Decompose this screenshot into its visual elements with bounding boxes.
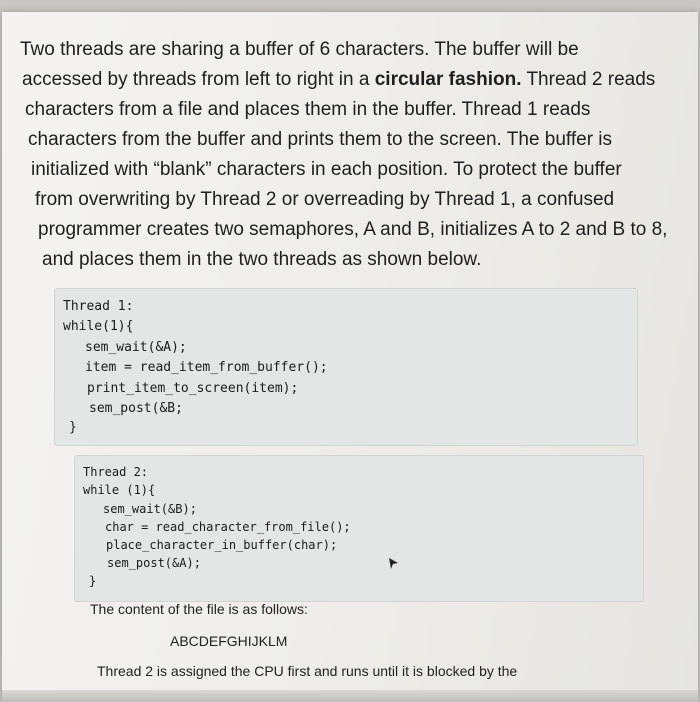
document-page bbox=[2, 12, 698, 702]
problem-line-2-start: accessed by threads from left to right in a bbox=[22, 69, 375, 90]
problem-line-5: initialized with “blank” characters in each position. To protect the buffer bbox=[31, 159, 622, 180]
problem-line-6: from overwriting by Thread 2 or overreading by Thread 1, a confused bbox=[35, 189, 615, 210]
problem-line-1: Two threads are sharing a buffer of 6 characters. The buffer will be bbox=[20, 39, 579, 60]
thread1-loop: while(1){ bbox=[63, 319, 134, 334]
thread2-sem-post: sem_post(&A); bbox=[107, 556, 201, 570]
problem-line-4: characters from the buffer and prints them to the screen. The buffer is bbox=[28, 129, 613, 150]
problem-line-3: characters from a file and places them in the buffer. Thread 1 reads bbox=[25, 99, 591, 120]
file-content-value: ABCDEFGHIJKLM bbox=[170, 633, 288, 649]
thread1-code-block bbox=[54, 288, 638, 446]
thread1-sem-wait: sem_wait(&A); bbox=[85, 340, 187, 355]
thread1-sem-post: sem_post(&B; bbox=[89, 401, 183, 416]
problem-line-2 bbox=[22, 68, 655, 92]
thread1-print-item: print_item_to_screen(item); bbox=[87, 381, 299, 396]
problem-line-8: and places them in the two threads as shown below. bbox=[42, 249, 482, 270]
thread1-close-brace: } bbox=[69, 420, 77, 435]
thread2-close-brace: } bbox=[89, 574, 97, 588]
problem-line-7: programmer creates two semaphores, A and B, initializes A to 2 and B to 8, bbox=[38, 219, 668, 240]
thread1-read-item: item = read_item_from_buffer(); bbox=[85, 360, 328, 375]
thread2-place-char: place_character_in_buffer(char); bbox=[106, 538, 338, 552]
thread2-read-char: char = read_character_from_file(); bbox=[105, 520, 351, 534]
thread2-loop: while (1){ bbox=[83, 483, 156, 497]
file-content-intro: The content of the file is as follows: bbox=[90, 601, 308, 617]
thread2-code-block bbox=[74, 455, 644, 602]
thread2-sem-wait: sem_wait(&B); bbox=[103, 502, 197, 516]
thread2-header: Thread 2: bbox=[83, 465, 149, 479]
assignment-text: Thread 2 is assigned the CPU first and runs until it is blocked by the bbox=[97, 663, 518, 679]
thread1-header: Thread 1: bbox=[63, 299, 134, 314]
mouse-cursor-icon bbox=[389, 557, 399, 575]
problem-line-2-end: Thread 2 reads bbox=[521, 69, 656, 90]
circular-fashion-bold: circular fashion. bbox=[374, 69, 522, 90]
